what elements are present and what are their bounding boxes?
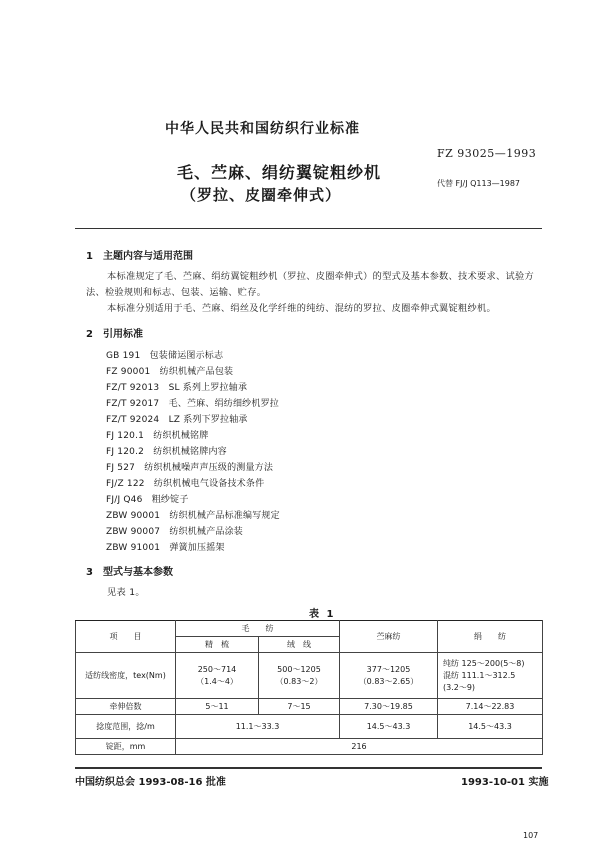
cell-line: 500～1205 bbox=[277, 664, 321, 674]
document-title: 毛、苎麻、绢纺翼锭粗纱机 bbox=[177, 163, 382, 182]
table-cell: 5～11 bbox=[176, 699, 259, 715]
row-label: 捻度范围，捻/m bbox=[76, 715, 176, 739]
table-cell bbox=[438, 653, 543, 699]
header-yarn: 绒 线 bbox=[259, 637, 340, 653]
reference-item: FZ 90001 纺织机械产品包装 bbox=[106, 367, 234, 377]
page-number: 107 bbox=[523, 831, 539, 840]
reference-item: GB 191 包装储运图示标志 bbox=[106, 351, 224, 361]
section-1-para-2: 本标准分别适用于毛、苎麻、绢丝及化学纤维的纯纺、混纺的罗拉、皮圈牵伸式翼锭粗纱机。 bbox=[107, 303, 496, 314]
effective-date: 1993-10-01 实施 bbox=[461, 777, 549, 788]
cell-line: 纯纺 125～200(5～8) bbox=[443, 658, 525, 668]
header-ramie: 苎麻纺 bbox=[340, 621, 438, 653]
approval-note: 中国纺织总会 1993-08-16 批准 bbox=[75, 777, 226, 788]
table-row bbox=[76, 715, 543, 739]
section-1-para-1-cont: 法、检验规则和标志、包装、运输、贮存。 bbox=[86, 287, 267, 298]
header-wool: 毛 纺 bbox=[176, 621, 340, 637]
reference-item: FZ/T 92024 LZ 系列下罗拉轴承 bbox=[106, 415, 248, 425]
section-3-heading: 3 型式与基本参数 bbox=[86, 567, 173, 578]
table-cell bbox=[340, 653, 438, 699]
reference-item: FJ 120.1 纺织机械铭牌 bbox=[106, 431, 209, 441]
header-silk: 绢 纺 bbox=[438, 621, 543, 653]
reference-item: FJ 527 纺织机械噪声声压级的测量方法 bbox=[106, 463, 274, 473]
table-cell bbox=[259, 653, 340, 699]
table-cell: 216 bbox=[176, 739, 543, 755]
reference-item: FJ/Z 122 纺织机械电气设备技术条件 bbox=[106, 479, 265, 489]
header-worsted: 精 梳 bbox=[176, 637, 259, 653]
row-label: 牵伸倍数 bbox=[76, 699, 176, 715]
reference-item: FJ/J Q46 粗纱锭子 bbox=[106, 495, 189, 505]
cell-line: （1.4～4） bbox=[196, 676, 238, 686]
reference-item: ZBW 91001 弹簧加压摇架 bbox=[106, 543, 225, 553]
reference-item: FZ/T 92017 毛、苎麻、绢纺细纱机罗拉 bbox=[106, 399, 279, 409]
reference-item: FJ 120.2 纺织机械铭牌内容 bbox=[106, 447, 227, 457]
table-caption: 表 1 bbox=[309, 609, 336, 620]
reference-item: ZBW 90001 纺织机械产品标准编写规定 bbox=[106, 511, 280, 521]
table-row bbox=[76, 739, 543, 755]
table-cell bbox=[176, 653, 259, 699]
reference-item: ZBW 90007 纺织机械产品涂装 bbox=[106, 527, 244, 537]
cell-line: （0.83～2.65） bbox=[358, 676, 419, 686]
table-row bbox=[76, 653, 543, 699]
cell-line: 混纺 111.1～312.5 bbox=[443, 670, 516, 680]
table-cell: 11.1～33.3 bbox=[176, 715, 340, 739]
section-3-intro: 见表 1。 bbox=[107, 587, 145, 598]
cell-line: 377～1205 bbox=[366, 664, 411, 674]
table-cell: 14.5～43.3 bbox=[340, 715, 438, 739]
table-cell: 7～15 bbox=[259, 699, 340, 715]
section-1-heading: 1 主题内容与适用范围 bbox=[86, 251, 193, 262]
table-cell: 7.30～19.85 bbox=[340, 699, 438, 715]
section-2-heading: 2 引用标准 bbox=[86, 329, 143, 340]
table-row bbox=[76, 699, 543, 715]
cell-line: （0.83～2） bbox=[275, 676, 323, 686]
section-1-para-1: 本标准规定了毛、苎麻、绢纺翼锭粗纱机（罗拉、皮圈牵伸式）的型式及基本参数、技术要求、试验方 bbox=[107, 271, 534, 282]
footer-divider bbox=[75, 767, 542, 769]
table-cell: 14.5～43.3 bbox=[438, 715, 543, 739]
cell-line: 250～714 bbox=[197, 664, 237, 674]
row-label: 适纺线密度，tex(Nm) bbox=[76, 653, 176, 699]
replaces-note: 代替 FJ/J Q113—1987 bbox=[437, 179, 521, 188]
row-label: 锭距，mm bbox=[76, 739, 176, 755]
header-item: 项 目 bbox=[76, 621, 176, 653]
cell-line: (3.2～9) bbox=[443, 682, 476, 692]
document-subtitle: （罗拉、皮圈牵伸式） bbox=[181, 186, 342, 204]
parameters-table bbox=[75, 620, 543, 755]
standard-code: FZ 93025—1993 bbox=[437, 147, 537, 160]
reference-item: FZ/T 92013 SL 系列上罗拉轴承 bbox=[106, 383, 248, 393]
header-divider bbox=[75, 228, 542, 229]
standard-org: 中华人民共和国纺织行业标准 bbox=[165, 121, 360, 137]
table-cell: 7.14～22.83 bbox=[438, 699, 543, 715]
